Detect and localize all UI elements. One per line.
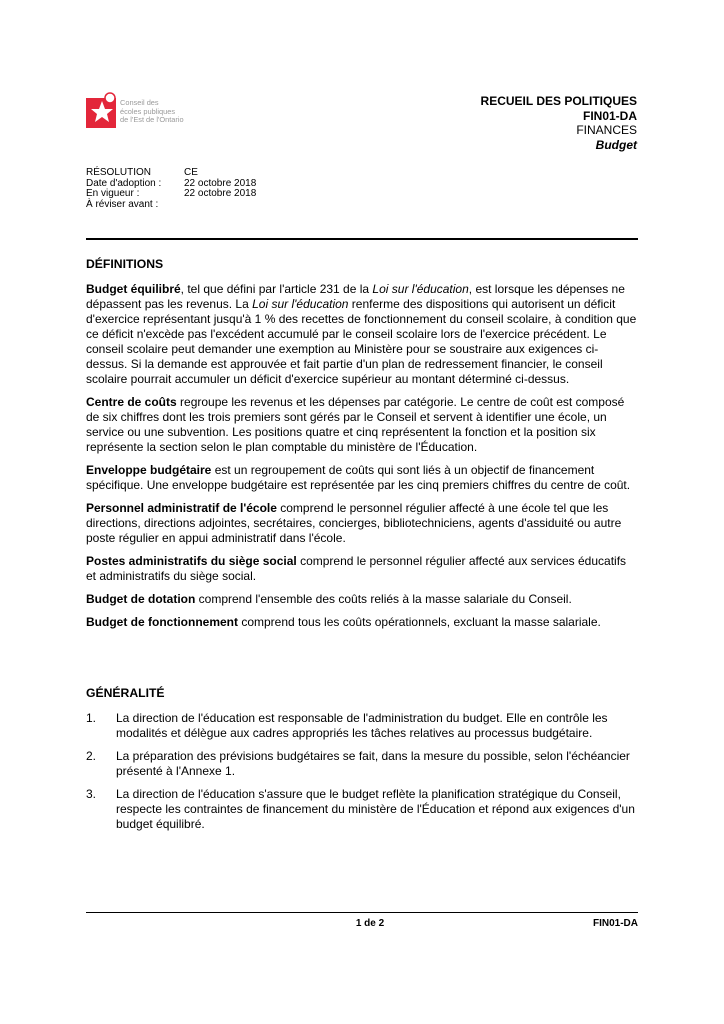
definition-balanced-budget: [86, 282, 638, 387]
review-date-row: [86, 200, 256, 211]
effective-date-label: En vigueur :: [86, 188, 140, 199]
effective-date-row: [86, 189, 256, 200]
definition-text: comprend le personnel régulier affecté aux services éducatifs et administratifs du siège social.: [86, 554, 627, 583]
definition-term: Budget équilibré: [86, 282, 181, 296]
star-logo-icon: [86, 92, 118, 130]
effective-date-value: 22 octobre 2018: [184, 188, 257, 199]
definition-text: comprend l'ensemble des coûts reliés à la masse salariale du Conseil.: [195, 592, 572, 606]
list-item: [86, 749, 638, 779]
definition-staffing-budget: [86, 592, 638, 607]
item-text: La direction de l'éducation s'assure que le budget reflète la planification stratégique du Conseil, respecte les contraintes de financement du ministère de l'Éducation et répond aux exigences d'un budget équilibré.: [116, 787, 635, 831]
item-text: La préparation des prévisions budgétaires se fait, dans la mesure du possible, selon l'échéancier présenté à l'Annexe 1.: [116, 749, 630, 778]
definition-term: Personnel administratif de l'école: [86, 501, 277, 515]
resolution-label: RÉSOLUTION: [86, 167, 152, 178]
logo-text: [120, 99, 184, 125]
definition-text: comprend tous les coûts opérationnels, excluant la masse salariale.: [238, 615, 601, 629]
item-number: 1.: [86, 711, 97, 725]
page-number: 1 de 2: [355, 918, 385, 929]
generalite-section: [86, 686, 638, 840]
adoption-date-label: Date d'adoption :: [86, 177, 162, 189]
logo-line-1: Conseil des: [120, 98, 159, 107]
review-date-label: À réviser avant :: [86, 198, 159, 210]
footer-code: FIN01-DA: [592, 918, 638, 929]
generalite-list: [86, 711, 638, 832]
policy-category: FINANCES: [576, 123, 637, 137]
definition-text: , est lorsque les dépenses ne dépassent pas les revenus. La: [86, 282, 625, 311]
policy-code: FIN01-DA: [582, 108, 637, 123]
definition-text: renferme des dispositions qui autorisent un déficit d'exercice représentant jusqu'à 1 % des recettes de fonctionnement du conseil scolaire, à condition que ce déficit n'excède pas l'excédent accumulé par le conseil scolaire lors de l'exercice précédent. Le conseil scolaire peut demander une exemption au Ministère pour se soustraire aux exigences ci-dessus. Si la demande est approuvée et fait partie d'un plan de redressement financier, le conseil scolaire pourrait accumuler un déficit d'exercice supérieur au montant déterminé ci-dessus.: [86, 297, 637, 386]
definition-cost-center: [86, 395, 638, 455]
adoption-date-value: 22 octobre 2018: [184, 177, 257, 189]
definition-term: Budget de fonctionnement: [86, 615, 238, 629]
definition-text: est un regroupement de coûts qui sont liés à un objectif de financement spécifique. Une enveloppe budgétaire est représentée par les cinq premiers chiffres du centre de coût.: [86, 463, 631, 492]
resolution-row: [86, 168, 256, 179]
policy-subject: Budget: [595, 137, 637, 152]
logo-line-3: de l'Est de l'Ontario: [120, 115, 184, 125]
definitions-title: DÉFINITIONS: [86, 257, 164, 271]
definition-text: , tel que défini par l'article 231 de la: [180, 282, 373, 296]
definition-text: comprend le personnel régulier affecté à une école tel que les directions, directions adjointes, secrétaires, concierges, bibliotechniciens, agents d'assiduité ou autre poste régulier en appui administratif dans l'école.: [86, 501, 622, 545]
item-number: 2.: [86, 749, 97, 763]
definition-budget-envelope: [86, 463, 638, 493]
header-divider: [86, 238, 638, 240]
definition-head-office-positions: [86, 554, 638, 584]
resolution-block: [86, 168, 256, 210]
definition-term: Budget de dotation: [86, 592, 196, 606]
logo: [86, 92, 204, 132]
definitions-section: [86, 257, 638, 638]
item-text: La direction de l'éducation est responsable de l'administration du budget. Elle en contrôle les modalités et délègue aux cadres appropriés les tâches relatives au processus budgétaire.: [116, 711, 608, 740]
footer-divider: [86, 912, 638, 913]
definition-term: Enveloppe budgétaire: [86, 463, 212, 477]
law-title: Loi sur l'éducation: [372, 282, 469, 296]
list-item: [86, 711, 638, 741]
generalite-title: GÉNÉRALITÉ: [86, 686, 165, 700]
definition-term: Centre de coûts: [86, 395, 177, 409]
definition-term: Postes administratifs du siège social: [86, 554, 297, 568]
definition-operating-budget: [86, 615, 638, 630]
list-item: [86, 787, 638, 832]
definition-text: regroupe les revenus et les dépenses par catégorie. Le centre de coût est composé de six chiffres dont les trois premiers sont gérés par le Conseil et servent à identifier une école, un service ou une subvention. Les positions quatre et cinq représentent la fonction et la position six représente la section selon le plan comptable du ministère de l'Éducation.: [86, 395, 625, 454]
law-title: Loi sur l'éducation: [252, 297, 349, 311]
header-block: [481, 94, 637, 152]
collection-title: RECUEIL DES POLITIQUES: [480, 94, 637, 108]
resolution-value: CE: [184, 167, 198, 178]
logo-line-2: écoles publiques: [120, 106, 176, 116]
definition-school-admin-staff: [86, 501, 638, 546]
item-number: 3.: [86, 787, 97, 801]
